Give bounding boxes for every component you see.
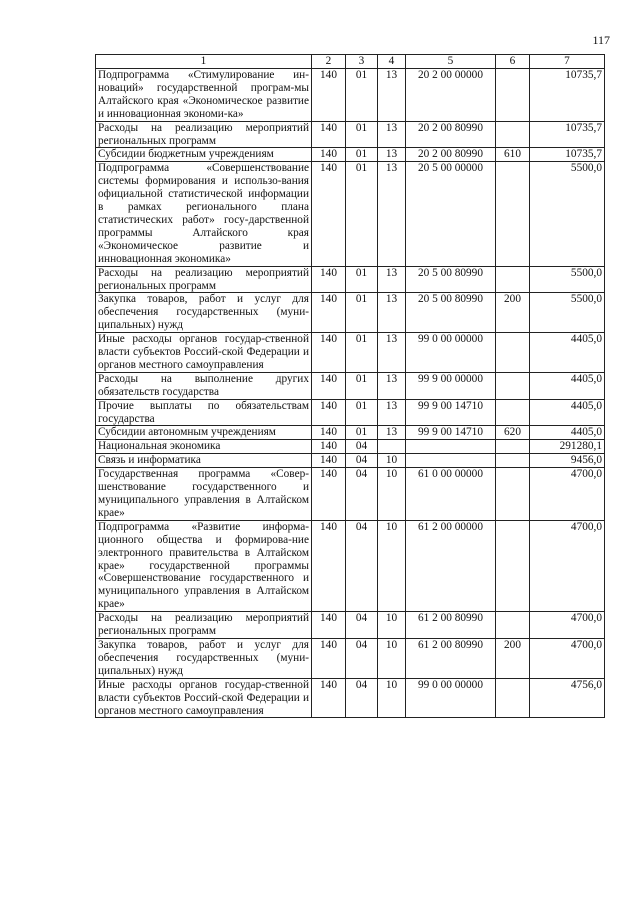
row-admin-code: 140 [312, 612, 346, 639]
header-col-7: 7 [530, 55, 605, 69]
table-row [96, 69, 605, 122]
row-amount: 4756,0 [530, 678, 605, 718]
row-expense-type [496, 678, 530, 718]
row-admin-code: 140 [312, 440, 346, 454]
row-subsection: 13 [378, 426, 406, 440]
row-section: 04 [346, 612, 378, 639]
row-section: 04 [346, 454, 378, 468]
row-subsection [378, 440, 406, 454]
row-expense-type: 610 [496, 148, 530, 162]
row-target-article [406, 454, 496, 468]
row-target-article: 20 2 00 80990 [406, 121, 496, 148]
row-amount: 4700,0 [530, 520, 605, 611]
table-row [96, 454, 605, 468]
table-row [96, 148, 605, 162]
row-name: Расходы на реализацию мероприятий региональных программ [96, 266, 312, 293]
row-target-article [406, 440, 496, 454]
row-subsection: 10 [378, 468, 406, 521]
row-target-article: 20 5 00 80990 [406, 266, 496, 293]
row-expense-type [496, 69, 530, 122]
row-admin-code: 140 [312, 426, 346, 440]
row-name: Иные расходы органов государ-ственной власти субъектов Россий-ской Федерации и органов местного самоуправления [96, 333, 312, 373]
row-admin-code: 140 [312, 333, 346, 373]
row-expense-type [496, 399, 530, 426]
row-expense-type: 200 [496, 293, 530, 333]
row-target-article: 61 2 00 80990 [406, 612, 496, 639]
row-expense-type: 620 [496, 426, 530, 440]
row-subsection: 13 [378, 162, 406, 266]
row-subsection: 13 [378, 121, 406, 148]
table-row [96, 399, 605, 426]
table-row [96, 372, 605, 399]
row-target-article: 20 5 00 00000 [406, 162, 496, 266]
row-name: Субсидии автономным учреждениям [96, 426, 312, 440]
row-amount: 5500,0 [530, 266, 605, 293]
row-expense-type [496, 468, 530, 521]
table-row [96, 266, 605, 293]
row-admin-code: 140 [312, 293, 346, 333]
row-admin-code: 140 [312, 638, 346, 678]
row-expense-type [496, 612, 530, 639]
row-section: 01 [346, 69, 378, 122]
row-amount: 4700,0 [530, 638, 605, 678]
table-row [96, 612, 605, 639]
row-name: Подпрограмма «Стимулирование ин-новаций» государственной програм-мы Алтайского края «Экономическое развитие и инновационная экономи-ка» [96, 69, 312, 122]
row-admin-code: 140 [312, 678, 346, 718]
row-target-article: 20 5 00 80990 [406, 293, 496, 333]
row-target-article: 99 9 00 14710 [406, 426, 496, 440]
row-section: 01 [346, 121, 378, 148]
row-name: Закупка товаров, работ и услуг для обеспечения государственных (муни-ципальных) нужд [96, 638, 312, 678]
row-amount: 291280,1 [530, 440, 605, 454]
row-subsection: 10 [378, 520, 406, 611]
row-target-article: 61 0 00 00000 [406, 468, 496, 521]
row-target-article: 99 9 00 00000 [406, 372, 496, 399]
row-name: Субсидии бюджетным учреждениям [96, 148, 312, 162]
row-name: Закупка товаров, работ и услуг для обеспечения государственных (муни-ципальных) нужд [96, 293, 312, 333]
row-amount: 10735,7 [530, 69, 605, 122]
table-row [96, 638, 605, 678]
row-admin-code: 140 [312, 372, 346, 399]
row-name: Иные расходы органов государ-ственной власти субъектов Россий-ской Федерации и органов местного самоуправления [96, 678, 312, 718]
row-subsection: 13 [378, 69, 406, 122]
row-section: 01 [346, 162, 378, 266]
row-amount: 4405,0 [530, 426, 605, 440]
row-section: 01 [346, 333, 378, 373]
row-amount: 4700,0 [530, 468, 605, 521]
table-row [96, 440, 605, 454]
row-name: Прочие выплаты по обязательствам государства [96, 399, 312, 426]
row-subsection: 13 [378, 293, 406, 333]
row-section: 01 [346, 399, 378, 426]
row-subsection: 13 [378, 333, 406, 373]
row-section: 04 [346, 638, 378, 678]
row-subsection: 13 [378, 372, 406, 399]
row-target-article: 99 0 00 00000 [406, 333, 496, 373]
page-number: 117 [592, 33, 610, 47]
row-target-article: 61 2 00 00000 [406, 520, 496, 611]
row-expense-type [496, 162, 530, 266]
header-row [96, 55, 605, 69]
row-amount: 4405,0 [530, 372, 605, 399]
row-subsection: 13 [378, 399, 406, 426]
row-subsection: 10 [378, 638, 406, 678]
row-section: 01 [346, 266, 378, 293]
row-expense-type [496, 333, 530, 373]
row-section: 01 [346, 372, 378, 399]
row-name: Расходы на реализацию мероприятий региональных программ [96, 612, 312, 639]
table-body [96, 69, 605, 718]
row-target-article: 99 0 00 00000 [406, 678, 496, 718]
row-section: 04 [346, 440, 378, 454]
row-amount: 4405,0 [530, 333, 605, 373]
row-target-article: 20 2 00 80990 [406, 148, 496, 162]
table-row [96, 293, 605, 333]
row-name: Подпрограмма «Совершенствование системы формирования и использо-вания официальной статистической информации в рамках регионального плана статистических работ» госу-дарственной программы Алтайского края «Экономическое развитие и инновационная экономика» [96, 162, 312, 266]
row-amount: 10735,7 [530, 121, 605, 148]
row-subsection: 10 [378, 612, 406, 639]
row-name: Расходы на выполнение других обязательств государства [96, 372, 312, 399]
table-row [96, 678, 605, 718]
row-amount: 4700,0 [530, 612, 605, 639]
row-subsection: 10 [378, 454, 406, 468]
header-col-5: 5 [406, 55, 496, 69]
row-admin-code: 140 [312, 399, 346, 426]
header-col-3: 3 [346, 55, 378, 69]
row-name: Расходы на реализацию мероприятий региональных программ [96, 121, 312, 148]
row-admin-code: 140 [312, 468, 346, 521]
row-section: 04 [346, 520, 378, 611]
row-target-article: 20 2 00 00000 [406, 69, 496, 122]
row-expense-type [496, 440, 530, 454]
row-section: 04 [346, 678, 378, 718]
row-section: 04 [346, 468, 378, 521]
row-name: Связь и информатика [96, 454, 312, 468]
row-name: Государственная программа «Совер-шенствование государственного и муниципального управления в Алтайском крае» [96, 468, 312, 521]
row-amount: 5500,0 [530, 162, 605, 266]
row-admin-code: 140 [312, 121, 346, 148]
table-row [96, 468, 605, 521]
row-admin-code: 140 [312, 520, 346, 611]
row-amount: 4405,0 [530, 399, 605, 426]
row-expense-type [496, 121, 530, 148]
row-expense-type: 200 [496, 638, 530, 678]
table-row [96, 121, 605, 148]
table-row [96, 520, 605, 611]
row-subsection: 13 [378, 266, 406, 293]
row-amount: 10735,7 [530, 148, 605, 162]
budget-table [95, 54, 605, 718]
row-name: Национальная экономика [96, 440, 312, 454]
row-name: Подпрограмма «Развитие информа-ционного общества и формирова-ние электронного правительства в Алтайском крае» государственной программы «Совершенствование государственного и муниципального управления в Алтайском крае» [96, 520, 312, 611]
row-admin-code: 140 [312, 266, 346, 293]
header-col-2: 2 [312, 55, 346, 69]
row-section: 01 [346, 293, 378, 333]
table-row [96, 333, 605, 373]
row-expense-type [496, 454, 530, 468]
header-col-1: 1 [96, 55, 312, 69]
header-col-6: 6 [496, 55, 530, 69]
row-expense-type [496, 372, 530, 399]
row-admin-code: 140 [312, 162, 346, 266]
row-target-article: 61 2 00 80990 [406, 638, 496, 678]
row-subsection: 13 [378, 148, 406, 162]
row-admin-code: 140 [312, 69, 346, 122]
table-row [96, 162, 605, 266]
row-admin-code: 140 [312, 148, 346, 162]
row-amount: 9456,0 [530, 454, 605, 468]
row-admin-code: 140 [312, 454, 346, 468]
row-expense-type [496, 520, 530, 611]
row-amount: 5500,0 [530, 293, 605, 333]
row-section: 01 [346, 148, 378, 162]
row-target-article: 99 9 00 14710 [406, 399, 496, 426]
header-col-4: 4 [378, 55, 406, 69]
table-row [96, 426, 605, 440]
row-subsection: 10 [378, 678, 406, 718]
row-section: 01 [346, 426, 378, 440]
row-expense-type [496, 266, 530, 293]
